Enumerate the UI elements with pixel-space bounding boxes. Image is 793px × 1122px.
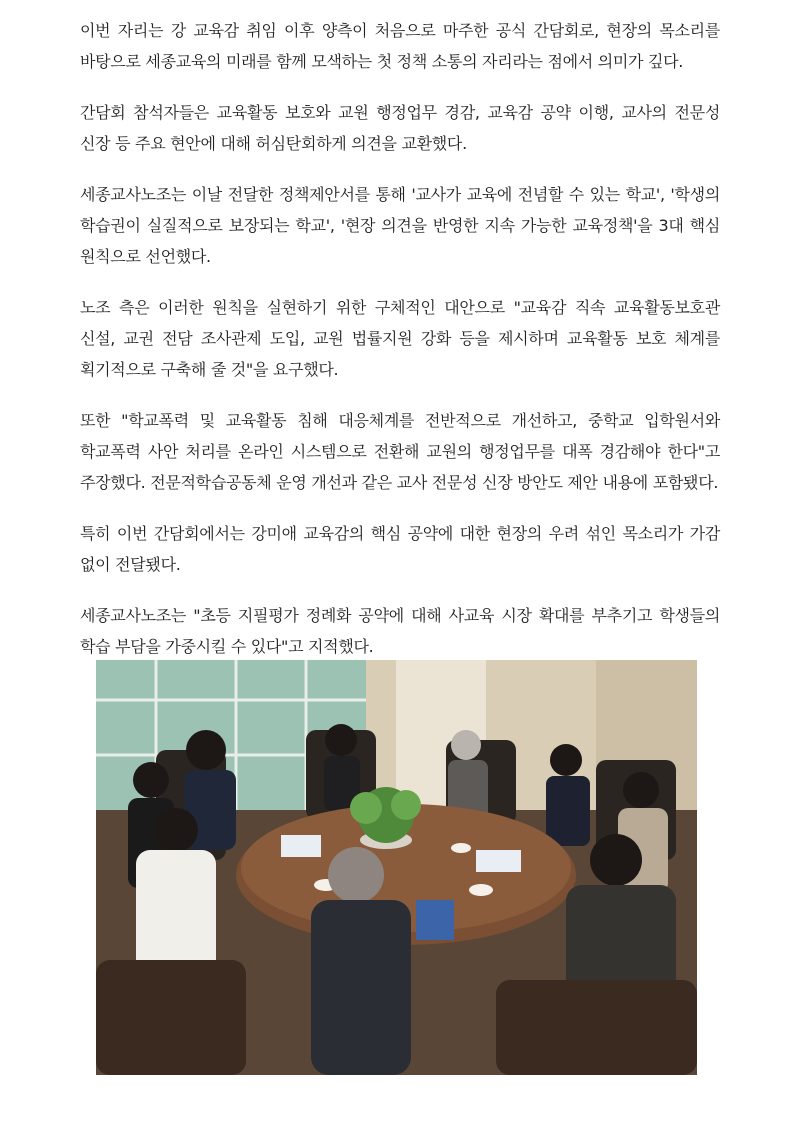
person-head bbox=[623, 772, 659, 808]
person-head bbox=[186, 730, 226, 770]
person-body bbox=[311, 900, 411, 1075]
teacup bbox=[451, 843, 471, 853]
document bbox=[281, 835, 321, 857]
person-head bbox=[328, 847, 384, 903]
person-head bbox=[550, 744, 582, 776]
person-head bbox=[590, 834, 642, 886]
paragraph-7: 세종교사노조는 "초등 지필평가 정례화 공약에 대해 사교육 시장 확대를 부추기고 학생들의 학습 부담을 가중시킬 수 있다"고 지적했다. bbox=[80, 606, 720, 656]
binder bbox=[416, 900, 454, 940]
plant-leaves bbox=[350, 792, 382, 824]
meeting-photo bbox=[96, 660, 697, 1075]
person-head bbox=[133, 762, 169, 798]
paragraph-5: 또한 "학교폭력 및 교육활동 침해 대응체계를 전반적으로 개선하고, 중학교 입학원서와 학교폭력 사안 처리를 온라인 시스템으로 전환해 교원의 행정업무를 대폭 경감해야 한다"고 주장했다. 전문적학습공동체 운영 개선과 같은 교사 전문성 신장 방안도 제안 내용에 포함됐다. bbox=[80, 411, 720, 492]
paragraph-1: 이번 자리는 강 교육감 취임 이후 양측이 처음으로 마주한 공식 간담회로, 현장의 목소리를 바탕으로 세종교육의 미래를 함께 모색하는 첫 정책 소통의 자리라는 점에서 의미가 깊다. bbox=[80, 21, 720, 71]
document bbox=[476, 850, 521, 872]
paragraph-3: 세종교사노조는 이날 전달한 정책제안서를 통해 '교사가 교육에 전념할 수 있는 학교', '학생의 학습권이 실질적으로 보장되는 학교', '현장 의견을 반영한 지속 가능한 교육정책'을 3대 핵심 원칙으로 선언했다. bbox=[80, 185, 720, 266]
person-head bbox=[325, 724, 357, 756]
person-body bbox=[546, 776, 590, 846]
meeting-photo-illustration bbox=[96, 660, 697, 1075]
chair bbox=[496, 980, 697, 1075]
person-head bbox=[154, 808, 198, 852]
paragraph-4: 노조 측은 이러한 원칙을 실현하기 위한 구체적인 대안으로 "교육감 직속 교육활동보호관 신설, 교권 전담 조사관제 도입, 교원 법률지원 강화 등을 제시하며 교육활동 보호 체계를 획기적으로 구축해 줄 것"을 요구했다. bbox=[80, 298, 720, 379]
paragraph-2: 간담회 참석자들은 교육활동 보호와 교원 행정업무 경감, 교육감 공약 이행, 교사의 전문성 신장 등 주요 현안에 대해 허심탄회하게 의견을 교환했다. bbox=[80, 103, 720, 153]
article-body bbox=[80, 0, 720, 682]
person-head bbox=[451, 730, 481, 760]
chair bbox=[96, 960, 246, 1075]
paragraph-6: 특히 이번 간담회에서는 강미애 교육감의 핵심 공약에 대한 현장의 우려 섞인 목소리가 가감 없이 전달됐다. bbox=[80, 524, 720, 574]
teacup bbox=[469, 884, 493, 896]
plant-leaves bbox=[391, 790, 421, 820]
